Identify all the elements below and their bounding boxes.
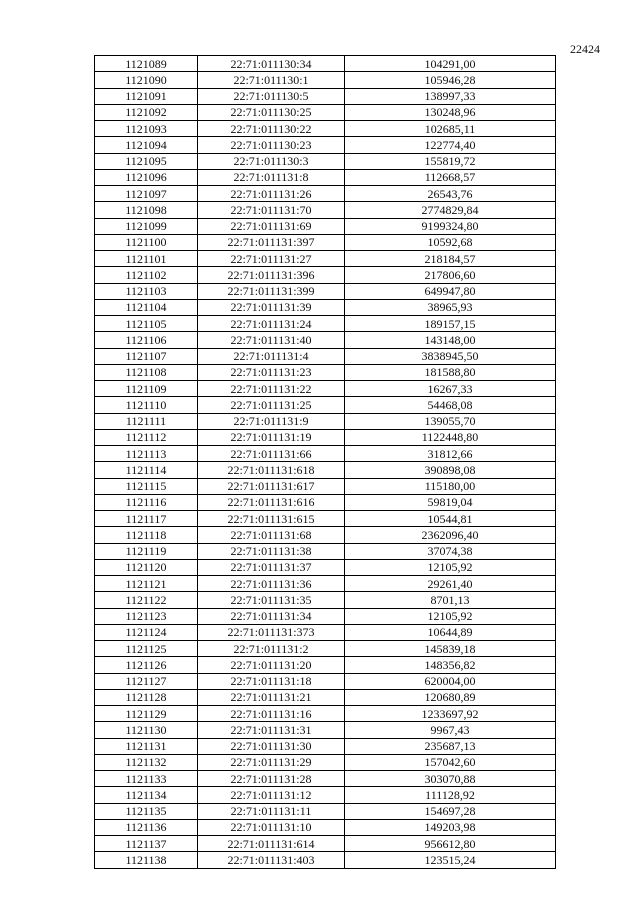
value-cell: 120680,89 (345, 689, 556, 705)
value-cell: 104291,00 (345, 56, 556, 72)
row-number-cell: 1121137 (95, 836, 198, 852)
value-cell: 148356,82 (345, 657, 556, 673)
registry-table (94, 55, 556, 869)
value-cell: 111128,92 (345, 787, 556, 803)
table-row (95, 381, 556, 397)
table-row (95, 641, 556, 657)
table-row (95, 738, 556, 754)
table-row (95, 104, 556, 120)
value-cell: 123515,24 (345, 852, 556, 868)
value-cell: 145839,18 (345, 641, 556, 657)
value-cell: 105946,28 (345, 72, 556, 88)
value-cell: 649947,80 (345, 283, 556, 299)
value-cell: 2774829,84 (345, 202, 556, 218)
table-row (95, 819, 556, 835)
value-cell: 54468,08 (345, 397, 556, 413)
value-cell: 149203,98 (345, 819, 556, 835)
row-number-cell: 1121102 (95, 267, 198, 283)
value-cell: 956612,80 (345, 836, 556, 852)
cadastral-number-cell: 22:71:011131:16 (198, 706, 345, 722)
value-cell: 139055,70 (345, 413, 556, 429)
row-number-cell: 1121105 (95, 316, 198, 332)
table-row (95, 153, 556, 169)
table-row (95, 836, 556, 852)
value-cell: 130248,96 (345, 104, 556, 120)
row-number-cell: 1121093 (95, 121, 198, 137)
cadastral-number-cell: 22:71:011131:24 (198, 316, 345, 332)
table-row (95, 608, 556, 624)
row-number-cell: 1121099 (95, 218, 198, 234)
cadastral-number-cell: 22:71:011131:399 (198, 283, 345, 299)
table-row (95, 657, 556, 673)
row-number-cell: 1121111 (95, 413, 198, 429)
value-cell: 59819,04 (345, 494, 556, 510)
table-row (95, 754, 556, 770)
row-number-cell: 1121101 (95, 251, 198, 267)
row-number-cell: 1121115 (95, 478, 198, 494)
row-number-cell: 1121103 (95, 283, 198, 299)
table-row (95, 364, 556, 380)
value-cell: 10544,81 (345, 511, 556, 527)
cadastral-number-cell: 22:71:011131:397 (198, 234, 345, 250)
table-row (95, 429, 556, 445)
row-number-cell: 1121128 (95, 689, 198, 705)
value-cell: 154697,28 (345, 803, 556, 819)
row-number-cell: 1121096 (95, 169, 198, 185)
value-cell: 155819,72 (345, 153, 556, 169)
table-row (95, 511, 556, 527)
value-cell: 390898,08 (345, 462, 556, 478)
value-cell: 1122448,80 (345, 429, 556, 445)
value-cell: 3838945,50 (345, 348, 556, 364)
table-row (95, 283, 556, 299)
table-row (95, 689, 556, 705)
row-number-cell: 1121135 (95, 803, 198, 819)
row-number-cell: 1121095 (95, 153, 198, 169)
value-cell: 217806,60 (345, 267, 556, 283)
row-number-cell: 1121091 (95, 88, 198, 104)
table-row (95, 722, 556, 738)
cadastral-number-cell: 22:71:011131:8 (198, 169, 345, 185)
value-cell: 38965,93 (345, 299, 556, 315)
cadastral-number-cell: 22:71:011131:35 (198, 592, 345, 608)
cadastral-number-cell: 22:71:011131:66 (198, 446, 345, 462)
table-row (95, 137, 556, 153)
value-cell: 143148,00 (345, 332, 556, 348)
row-number-cell: 1121120 (95, 559, 198, 575)
value-cell: 102685,11 (345, 121, 556, 137)
table-row (95, 332, 556, 348)
table-row (95, 72, 556, 88)
cadastral-number-cell: 22:71:011130:5 (198, 88, 345, 104)
row-number-cell: 1121116 (95, 494, 198, 510)
cadastral-number-cell: 22:71:011131:18 (198, 673, 345, 689)
value-cell: 12105,92 (345, 559, 556, 575)
row-number-cell: 1121118 (95, 527, 198, 543)
value-cell: 112668,57 (345, 169, 556, 185)
row-number-cell: 1121090 (95, 72, 198, 88)
table-row (95, 413, 556, 429)
table-row (95, 218, 556, 234)
value-cell: 235687,13 (345, 738, 556, 754)
table-row (95, 852, 556, 868)
row-number-cell: 1121098 (95, 202, 198, 218)
table-row (95, 186, 556, 202)
row-number-cell: 1121131 (95, 738, 198, 754)
value-cell: 115180,00 (345, 478, 556, 494)
table-row (95, 462, 556, 478)
cadastral-number-cell: 22:71:011130:34 (198, 56, 345, 72)
cadastral-number-cell: 22:71:011131:11 (198, 803, 345, 819)
cadastral-number-cell: 22:71:011131:22 (198, 381, 345, 397)
row-number-cell: 1121134 (95, 787, 198, 803)
row-number-cell: 1121126 (95, 657, 198, 673)
cadastral-number-cell: 22:71:011131:616 (198, 494, 345, 510)
row-number-cell: 1121133 (95, 771, 198, 787)
value-cell: 189157,15 (345, 316, 556, 332)
row-number-cell: 1121117 (95, 511, 198, 527)
value-cell: 26543,76 (345, 186, 556, 202)
table-row (95, 348, 556, 364)
page-number: 22424 (570, 42, 600, 56)
cadastral-number-cell: 22:71:011131:37 (198, 559, 345, 575)
table-row (95, 559, 556, 575)
cadastral-number-cell: 22:71:011130:23 (198, 137, 345, 153)
row-number-cell: 1121129 (95, 706, 198, 722)
cadastral-number-cell: 22:71:011131:68 (198, 527, 345, 543)
cadastral-number-cell: 22:71:011131:10 (198, 819, 345, 835)
cadastral-number-cell: 22:71:011131:12 (198, 787, 345, 803)
row-number-cell: 1121138 (95, 852, 198, 868)
table-row (95, 316, 556, 332)
cadastral-number-cell: 22:71:011131:618 (198, 462, 345, 478)
row-number-cell: 1121123 (95, 608, 198, 624)
table-row (95, 706, 556, 722)
value-cell: 31812,66 (345, 446, 556, 462)
row-number-cell: 1121136 (95, 819, 198, 835)
value-cell: 138997,33 (345, 88, 556, 104)
table-row (95, 299, 556, 315)
value-cell: 181588,80 (345, 364, 556, 380)
row-number-cell: 1121114 (95, 462, 198, 478)
cadastral-number-cell: 22:71:011131:23 (198, 364, 345, 380)
value-cell: 8701,13 (345, 592, 556, 608)
row-number-cell: 1121094 (95, 137, 198, 153)
cadastral-number-cell: 22:71:011131:36 (198, 576, 345, 592)
table-row (95, 673, 556, 689)
cadastral-number-cell: 22:71:011131:28 (198, 771, 345, 787)
row-number-cell: 1121119 (95, 543, 198, 559)
cadastral-number-cell: 22:71:011131:615 (198, 511, 345, 527)
table-row (95, 771, 556, 787)
row-number-cell: 1121097 (95, 186, 198, 202)
cadastral-number-cell: 22:71:011131:70 (198, 202, 345, 218)
table-row (95, 169, 556, 185)
table-row (95, 543, 556, 559)
value-cell: 10592,68 (345, 234, 556, 250)
table-row (95, 397, 556, 413)
table-row (95, 624, 556, 640)
table-row (95, 494, 556, 510)
table-row (95, 88, 556, 104)
row-number-cell: 1121107 (95, 348, 198, 364)
value-cell: 16267,33 (345, 381, 556, 397)
value-cell: 12105,92 (345, 608, 556, 624)
table-row (95, 527, 556, 543)
value-cell: 9967,43 (345, 722, 556, 738)
cadastral-number-cell: 22:71:011131:4 (198, 348, 345, 364)
cadastral-number-cell: 22:71:011131:39 (198, 299, 345, 315)
cadastral-number-cell: 22:71:011131:9 (198, 413, 345, 429)
row-number-cell: 1121089 (95, 56, 198, 72)
cadastral-number-cell: 22:71:011131:21 (198, 689, 345, 705)
cadastral-number-cell: 22:71:011130:1 (198, 72, 345, 88)
cadastral-number-cell: 22:71:011131:19 (198, 429, 345, 445)
table-row (95, 592, 556, 608)
value-cell: 29261,40 (345, 576, 556, 592)
registry-table-body (95, 56, 556, 869)
row-number-cell: 1121122 (95, 592, 198, 608)
value-cell: 10644,89 (345, 624, 556, 640)
table-row (95, 202, 556, 218)
row-number-cell: 1121132 (95, 754, 198, 770)
cadastral-number-cell: 22:71:011131:34 (198, 608, 345, 624)
table-row (95, 121, 556, 137)
cadastral-number-cell: 22:71:011131:31 (198, 722, 345, 738)
cadastral-number-cell: 22:71:011131:2 (198, 641, 345, 657)
cadastral-number-cell: 22:71:011131:26 (198, 186, 345, 202)
table-row (95, 803, 556, 819)
cadastral-number-cell: 22:71:011131:617 (198, 478, 345, 494)
value-cell: 218184,57 (345, 251, 556, 267)
table-row (95, 478, 556, 494)
cadastral-number-cell: 22:71:011131:25 (198, 397, 345, 413)
table-row (95, 56, 556, 72)
cadastral-number-cell: 22:71:011131:29 (198, 754, 345, 770)
row-number-cell: 1121100 (95, 234, 198, 250)
table-row (95, 234, 556, 250)
value-cell: 1233697,92 (345, 706, 556, 722)
table-row (95, 446, 556, 462)
value-cell: 157042,60 (345, 754, 556, 770)
row-number-cell: 1121110 (95, 397, 198, 413)
row-number-cell: 1121109 (95, 381, 198, 397)
row-number-cell: 1121092 (95, 104, 198, 120)
cadastral-number-cell: 22:71:011131:30 (198, 738, 345, 754)
row-number-cell: 1121106 (95, 332, 198, 348)
value-cell: 620004,00 (345, 673, 556, 689)
table-row (95, 576, 556, 592)
value-cell: 37074,38 (345, 543, 556, 559)
row-number-cell: 1121121 (95, 576, 198, 592)
cadastral-number-cell: 22:71:011131:614 (198, 836, 345, 852)
cadastral-number-cell: 22:71:011131:396 (198, 267, 345, 283)
cadastral-number-cell: 22:71:011130:3 (198, 153, 345, 169)
row-number-cell: 1121104 (95, 299, 198, 315)
table-row (95, 787, 556, 803)
cadastral-number-cell: 22:71:011130:25 (198, 104, 345, 120)
row-number-cell: 1121125 (95, 641, 198, 657)
row-number-cell: 1121113 (95, 446, 198, 462)
value-cell: 122774,40 (345, 137, 556, 153)
cadastral-number-cell: 22:71:011131:27 (198, 251, 345, 267)
cadastral-number-cell: 22:71:011131:373 (198, 624, 345, 640)
value-cell: 9199324,80 (345, 218, 556, 234)
cadastral-number-cell: 22:71:011131:403 (198, 852, 345, 868)
row-number-cell: 1121124 (95, 624, 198, 640)
row-number-cell: 1121130 (95, 722, 198, 738)
row-number-cell: 1121108 (95, 364, 198, 380)
cadastral-number-cell: 22:71:011130:22 (198, 121, 345, 137)
table-row (95, 267, 556, 283)
row-number-cell: 1121127 (95, 673, 198, 689)
value-cell: 303070,88 (345, 771, 556, 787)
table-row (95, 251, 556, 267)
value-cell: 2362096,40 (345, 527, 556, 543)
row-number-cell: 1121112 (95, 429, 198, 445)
cadastral-number-cell: 22:71:011131:38 (198, 543, 345, 559)
cadastral-number-cell: 22:71:011131:20 (198, 657, 345, 673)
cadastral-number-cell: 22:71:011131:69 (198, 218, 345, 234)
cadastral-number-cell: 22:71:011131:40 (198, 332, 345, 348)
